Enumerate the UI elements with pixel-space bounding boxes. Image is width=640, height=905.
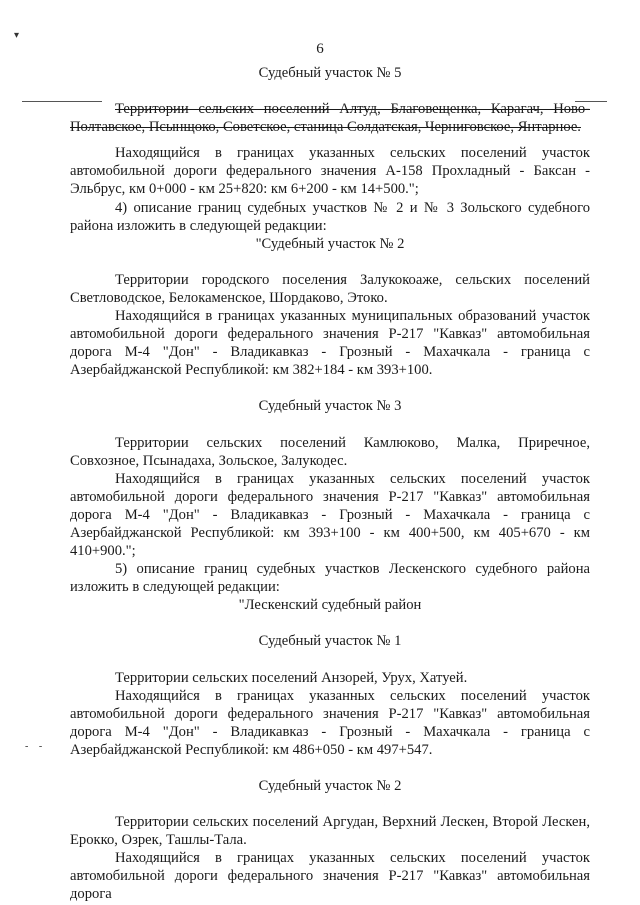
paragraph: 4) описание границ судебных участков № 2 и № 3 Зольского судебного района изложить в следующей редакции: [70, 199, 590, 234]
document-body [70, 62, 590, 904]
section-heading: Судебный участок № 2 [258, 778, 402, 794]
paragraph: 5) описание границ судебных участков Лескенского судебного района изложить в следующей редакции: [70, 561, 590, 596]
paragraph: Территории сельских поселений Анзорей, Урух, Хатуей. [115, 669, 468, 686]
section-heading-5: Судебный участок № 5 [258, 65, 402, 81]
paragraph: Находящийся в границах указанных сельских поселений участок автомобильной дороги федерального значения Р-217 "Кавказ" автомобильная дорога [70, 850, 590, 903]
paragraph: Территории сельских поселений Камлюково, Малка, Приречное, Совхозное, Псынадаха, Зольское, Залукодес. [70, 434, 590, 469]
paragraph: Территории сельских поселений Аргудан, Верхний Лескен, Второй Лескен, Ерокко, Озрек, Ташлы-Тала. [70, 814, 590, 849]
margin-dash-mark: - - [25, 741, 47, 752]
struck-paragraph: Территории сельских поселений Алтуд, Благовещенка, Карагач, Ново-Полтавское, Псынщоко, Советское, станица Солдатская, Черниговское, Янтарное. [70, 101, 590, 136]
quote-title: "Судебный участок № 2 [255, 235, 405, 252]
paragraph: Находящийся в границах указанных сельских поселений участок автомобильной дороги федерального значения Р-217 "Кавказ" автомобильная дорога М-4 "Дон" - Владикавказ - Грозный - Махачкала - граница с Азербайджанской Республикой: км 393+100 - км 400+500, км 405+670 - км 410+900."; [70, 470, 590, 560]
page-number: 6 [316, 41, 324, 57]
paragraph: Находящийся в границах указанных сельских поселений участок автомобильной дороги федерального значения Р-217 "Кавказ" автомобильная дорога М-4 "Дон" - Владикавказ - Грозный - Махачкала - граница с Азербайджанской Республикой: км 486+050 - км 497+547. [70, 687, 590, 758]
paragraph: Территории городского поселения Залукокоаже, сельских поселений Светловодское, Белокаменское, Шордаково, Этоко. [70, 271, 590, 306]
section-heading: Судебный участок № 1 [258, 633, 402, 650]
paragraph: Находящийся в границах указанных муниципальных образований участок автомобильной дороги федерального значения Р-217 "Кавказ" автомобильная дорога М-4 "Дон" - Владикавказ - Грозный - Махачкала - граница с Азербайджанской Республикой: км 382+184 - км 393+100. [70, 308, 590, 379]
quote-title: "Лескенский судебный район [238, 597, 422, 614]
paragraph: Находящийся в границах указанных сельских поселений участок автомобильной дороги федерального значения А-158 Прохладный - Баксан - Эльбрус, км 0+000 - км 25+820: км 6+200 - км 14+500."; [70, 145, 590, 198]
section-heading: Судебный участок № 3 [258, 398, 402, 415]
corner-mark: ▾ [14, 30, 20, 41]
